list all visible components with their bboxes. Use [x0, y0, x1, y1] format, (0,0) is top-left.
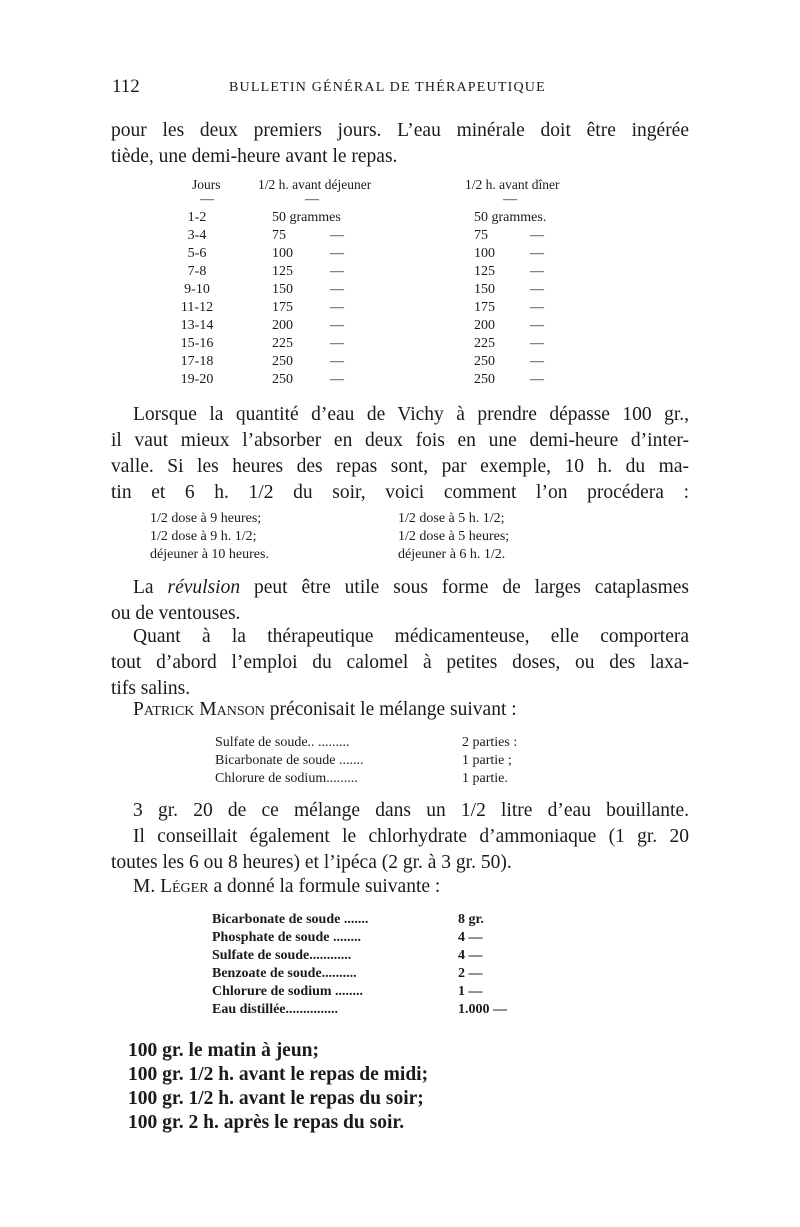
leader-dots: ......... [314, 735, 350, 750]
table-cell-lunch: 50 grammes [272, 210, 341, 225]
leader-dots: ........ [329, 930, 361, 945]
ingredient-quantity: 1 partie. [462, 771, 508, 786]
leader-dots: ......... [326, 771, 358, 786]
text-line: valle. Si les heures des repas sont, par exemple, 10 h. du ma- [111, 456, 689, 477]
text-line: 3 gr. 20 de ce mélange dans un 1/2 litre d’eau bouillante. [133, 800, 689, 821]
ingredient-name: Chlorure de sodium [212, 984, 332, 999]
text-line: La révulsion peut être utile sous forme de larges cataplasmes [133, 577, 689, 598]
leader-dots: ............... [285, 1002, 339, 1017]
text-line: tout d’abord l’emploi du calomel à petites doses, ou des laxa- [111, 652, 689, 673]
table-cell-lunch: 250 [272, 354, 293, 369]
paragraph-vichy [111, 402, 689, 506]
table-cell-days: 5-6 [187, 246, 207, 261]
dose-line: 100 gr. 1/2 h. avant le repas de midi; [128, 1064, 429, 1085]
formula-row [212, 966, 357, 982]
ingredient-name: Eau distillée [212, 1002, 286, 1017]
table-header-days: Jours [192, 177, 221, 192]
text-line: tin et 6 h. 1/2 du soir, voici comment l’on procédera : [111, 482, 689, 503]
header-underline: — [305, 192, 319, 207]
table-cell-lunch: 200 [272, 318, 293, 333]
ingredient-name: Sulfate de soude [212, 948, 310, 963]
ditto-mark: — [330, 318, 344, 333]
author-name: Patrick Manson [133, 699, 265, 720]
ditto-mark: — [530, 246, 544, 261]
table-cell-dinner: 50 grammes. [474, 210, 547, 225]
ingredient-quantity: 2 — [458, 966, 483, 981]
leader-dots: ....... [340, 912, 369, 927]
table-cell-dinner: 250 [474, 354, 495, 369]
text-line: Patrick Manson préconisait le mélange suivant : [133, 699, 517, 720]
schedule-right-line: 1/2 dose à 5 h. 1/2; [398, 511, 505, 526]
table-header-lunch: 1/2 h. avant déjeuner [258, 177, 372, 192]
table-cell-dinner: 150 [474, 282, 495, 297]
formula-row [212, 1002, 338, 1018]
ditto-mark: — [330, 300, 344, 315]
ditto-mark: — [530, 300, 544, 315]
ditto-mark: — [330, 246, 344, 261]
paragraph-manson [111, 697, 689, 723]
ditto-mark: — [330, 336, 344, 351]
formula-row [215, 735, 350, 751]
ditto-mark: — [330, 354, 344, 369]
ditto-mark: — [330, 228, 344, 243]
ditto-mark: — [530, 336, 544, 351]
ingredient-quantity: 1.000 — [458, 1002, 507, 1017]
text-line: tiède, une demi-heure avant le repas. [111, 146, 398, 167]
ditto-mark: — [330, 264, 344, 279]
table-cell-days: 1-2 [187, 210, 207, 225]
ingredient-name: Phosphate de soude [212, 930, 330, 945]
table-cell-dinner: 250 [474, 372, 495, 387]
table-cell-dinner: 100 [474, 246, 495, 261]
text-line: Quant à la thérapeutique médicamenteuse, elle comportera [133, 626, 689, 647]
schedule-left-line: 1/2 dose à 9 h. 1/2; [150, 529, 257, 544]
leader-dots: .......... [321, 966, 357, 981]
ingredient-quantity: 4 — [458, 930, 483, 945]
dose-line: 100 gr. 2 h. après le repas du soir. [128, 1112, 405, 1133]
table-cell-days: 11-12 [180, 300, 214, 315]
table-cell-dinner: 175 [474, 300, 495, 315]
leader-dots: ............ [309, 948, 352, 963]
ingredient-name: Bicarbonate de soude [215, 753, 336, 768]
schedule-left-line: 1/2 dose à 9 heures; [150, 511, 262, 526]
ingredient-quantity: 1 partie ; [462, 753, 512, 768]
page-number: 112 [112, 76, 140, 97]
formula-row [212, 930, 361, 946]
header-underline: — [503, 192, 517, 207]
table-cell-days: 13-14 [180, 318, 214, 333]
ditto-mark: — [330, 282, 344, 297]
ditto-mark: — [530, 318, 544, 333]
formula-row [212, 948, 351, 964]
formula-row [212, 984, 363, 1000]
ingredient-quantity: 1 — [458, 984, 483, 999]
paragraph-revulsion [111, 575, 689, 627]
text-line: toutes les 6 ou 8 heures) et l’ipéca (2 gr. à 3 gr. 50). [111, 852, 512, 873]
formula-row [215, 753, 364, 769]
formula-row [215, 771, 358, 787]
table-cell-days: 15-16 [180, 336, 214, 351]
table-header-dinner: 1/2 h. avant dîner [465, 177, 560, 192]
ingredient-name: Sulfate de soude.. [215, 735, 315, 750]
paragraph-therapeutique [111, 624, 689, 702]
table-cell-lunch: 125 [272, 264, 293, 279]
text-line: M. Léger a donné la formule suivante : [133, 876, 441, 897]
ingredient-name: Chlorure de sodium [215, 771, 327, 786]
text-line: tifs salins. [111, 678, 191, 699]
table-cell-lunch: 100 [272, 246, 293, 261]
table-cell-dinner: 200 [474, 318, 495, 333]
ditto-mark: — [330, 372, 344, 387]
text-line: pour les deux premiers jours. L’eau minérale doit être ingérée [111, 120, 689, 141]
table-cell-days: 17-18 [180, 354, 214, 369]
leader-dots: ........ [331, 984, 364, 999]
table-cell-dinner: 75 [474, 228, 488, 243]
paragraph-dosage [111, 798, 689, 876]
schedule-right-line: 1/2 dose à 5 heures; [398, 529, 510, 544]
paragraph-leger [111, 874, 689, 900]
author-name: Léger [160, 876, 209, 897]
table-cell-lunch: 150 [272, 282, 293, 297]
table-cell-lunch: 75 [272, 228, 286, 243]
schedule-left-line: déjeuner à 10 heures. [150, 547, 269, 562]
schedule-right-line: déjeuner à 6 h. 1/2. [398, 547, 506, 562]
dose-line: 100 gr. 1/2 h. avant le repas du soir; [128, 1088, 424, 1109]
header-underline: — [200, 192, 214, 207]
text-line: Lorsque la quantité d’eau de Vichy à prendre dépasse 100 gr., [133, 404, 689, 425]
ingredient-quantity: 4 — [458, 948, 483, 963]
paragraph-intro [111, 118, 689, 170]
table-cell-days: 3-4 [187, 228, 207, 243]
ingredient-quantity: 8 gr. [458, 912, 484, 927]
ditto-mark: — [530, 354, 544, 369]
ingredient-name: Benzoate de soude [212, 966, 322, 981]
running-header: BULLETIN GÉNÉRAL DE THÉRAPEUTIQUE [229, 80, 546, 95]
ingredient-quantity: 2 parties : [462, 735, 518, 750]
table-cell-lunch: 250 [272, 372, 293, 387]
text-line: Il conseillait également le chlorhydrate d’ammoniaque (1 gr. 20 [133, 826, 689, 847]
table-cell-lunch: 225 [272, 336, 293, 351]
ditto-mark: — [530, 228, 544, 243]
formula-row [212, 912, 368, 928]
table-cell-days: 7-8 [187, 264, 207, 279]
emphasis: révulsion [167, 577, 241, 598]
text-line: ou de ventouses. [111, 603, 241, 624]
table-cell-days: 19-20 [180, 372, 214, 387]
ditto-mark: — [530, 372, 544, 387]
ditto-mark: — [530, 264, 544, 279]
text-line: il vaut mieux l’absorber en deux fois en une demi-heure d’inter- [111, 430, 689, 451]
leader-dots: ....... [335, 753, 364, 768]
table-cell-lunch: 175 [272, 300, 293, 315]
table-cell-days: 9-10 [184, 282, 210, 297]
table-cell-dinner: 125 [474, 264, 495, 279]
ditto-mark: — [530, 282, 544, 297]
ingredient-name: Bicarbonate de soude [212, 912, 341, 927]
dose-line: 100 gr. le matin à jeun; [128, 1040, 320, 1061]
table-cell-dinner: 225 [474, 336, 495, 351]
